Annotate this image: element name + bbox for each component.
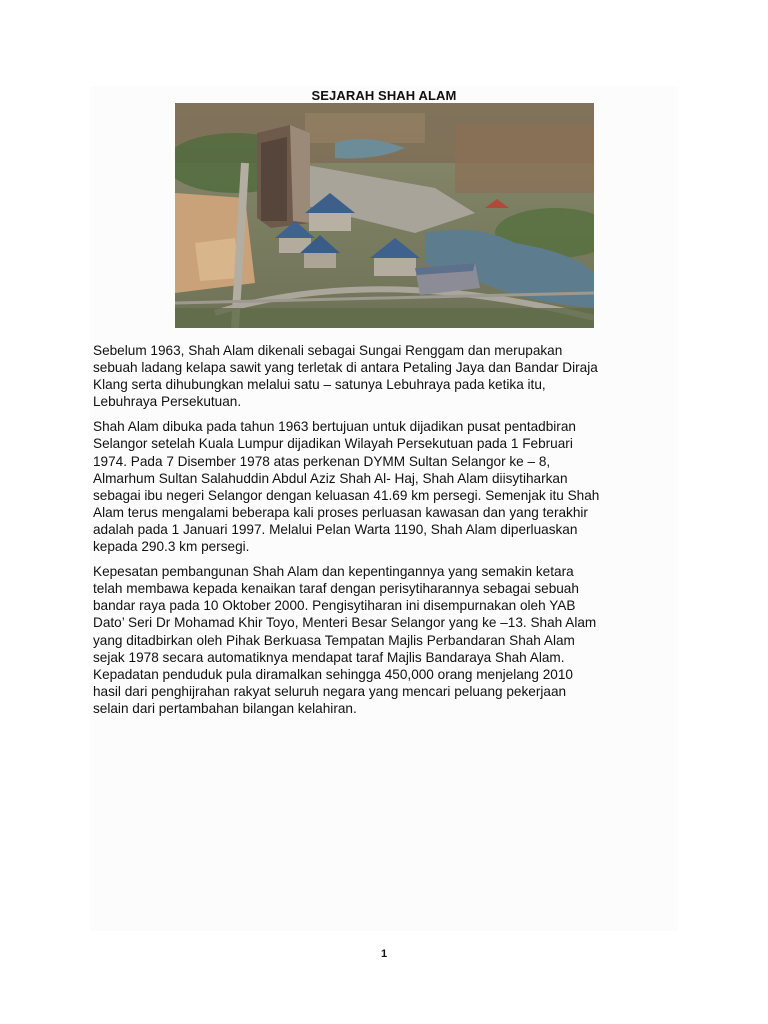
paragraph-3: Kepesatan pembangunan Shah Alam dan kepentingannya yang semakin ketara telah membawa kepada kenaikan taraf dengan perisytiharannya sebagai sebuah bandar raya pada 10 Oktober 2000. Pengisytiharan ini disempurnakan oleh YAB Dato’ Seri Dr Mohamad Khir Toyo, Menteri Besar Selangor yang ke –13. Shah Alam yang ditadbirkan oleh Pihak Berkuasa Tempatan Majlis Perbandaran Shah Alam sejak 1978 secara automatiknya mendapat taraf Majlis Bandaraya Shah Alam. Kepadatan penduduk pula diramalkan sehingga 450,000 orang menjelang 2010 hasil dari penghijrahan rakyat seluruh negara yang mencari peluang pekerjaan selain dari pertambahan bilangan kelahiran. — [93, 564, 597, 716]
paragraph-2: Shah Alam dibuka pada tahun 1963 bertujuan untuk dijadikan pusat pentadbiran Selangor setelah Kuala Lumpur dijadikan Wilayah Persekutuan pada 1 Februari 1974. Pada 7 Disember 1978 atas perkenan DYMM Sultan Selangor ke – 8, Almarhum Sultan Salahuddin Abdul Aziz Shah Al- Haj, Shah Alam diisytiharkan sebagai ibu negeri Selangor dengan keluasan 41.69 km persegi. Semenjak itu Shah Alam terus mengalami beberapa kali proses perluasan kawasan dan yang terakhir adalah pada 1 Januari 1997. Melalui Pelan Warta 1190, Shah Alam diperluaskan kepada 290.3 km persegi. — [93, 419, 600, 555]
document-title: SEJARAH SHAH ALAM — [311, 88, 457, 103]
aerial-photo — [175, 103, 594, 328]
body-text — [93, 342, 675, 725]
paragraph-1: Sebelum 1963, Shah Alam dikenali sebagai Sungai Renggam dan merupakan sebuah ladang kelapa sawit yang terletak di antara Petaling Jaya dan Bandar Diraja Klang serta dihubungkan melalui satu – satunya Lebuhraya pada ketika itu, Lebuhraya Persekutuan. — [93, 343, 598, 410]
page-number: 1 — [380, 948, 388, 960]
